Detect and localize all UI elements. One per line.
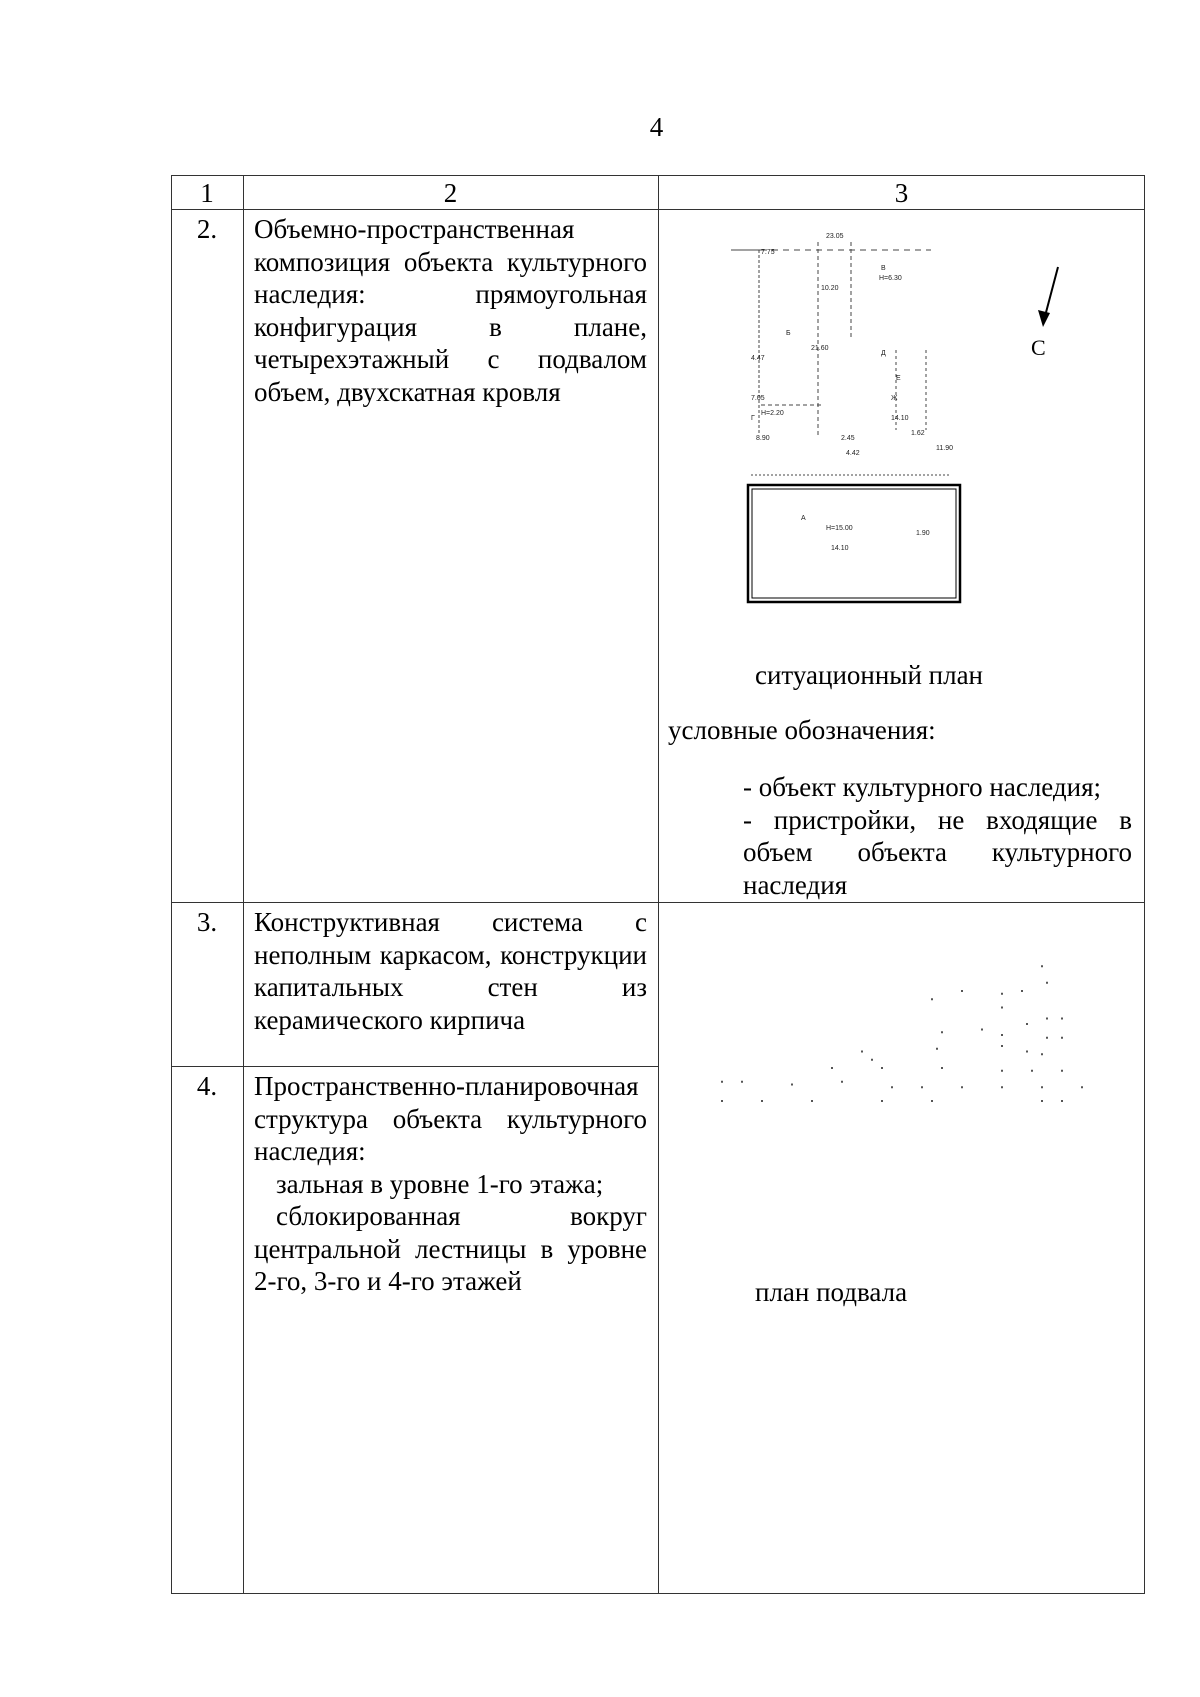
table-border-left — [171, 175, 172, 1594]
basement-plan-speck — [741, 1081, 743, 1083]
basement-plan-speck — [1001, 1007, 1003, 1009]
basement-plan-speck — [1026, 1023, 1028, 1025]
plan-dimension-label: Н=15.00 — [826, 525, 853, 532]
basement-plan-speck — [721, 1100, 723, 1102]
basement-plan-speck — [881, 1100, 883, 1102]
basement-plan-speck — [936, 1048, 938, 1050]
basement-plan-speck — [931, 998, 933, 1000]
basement-plan-speck — [941, 1031, 943, 1033]
basement-plan-speck — [931, 1100, 933, 1102]
plan-dimension-label: Н=6.30 — [879, 275, 902, 282]
basement-plan-speck — [1061, 1100, 1063, 1102]
basement-plan-speck — [831, 1067, 833, 1069]
site-plan-drawing — [731, 230, 1051, 630]
plan-dimension-label: 4.42 — [846, 450, 860, 457]
basement-plan-speck — [1031, 1070, 1033, 1072]
row-description-4-line-1: Пространственно-планировочная структура объекта культурного наследия: — [254, 1071, 647, 1166]
plan-dimension-label: 8.90 — [756, 435, 770, 442]
basement-plan-speck — [941, 1067, 943, 1069]
table-border-right — [1144, 175, 1145, 1594]
basement-plan-speck — [791, 1084, 793, 1086]
heritage-object-outline — [748, 485, 960, 602]
row-description-2 — [254, 213, 647, 408]
basement-plan-speck — [1001, 1045, 1003, 1047]
row-number-3: 3. — [196, 907, 218, 937]
table-divider-col2 — [658, 175, 659, 1594]
basement-plan-speck — [1046, 1037, 1048, 1039]
basement-plan-speck — [1021, 990, 1023, 992]
plan-dimension-label: 11.90 — [936, 445, 953, 452]
basement-plan-speck — [811, 1100, 813, 1102]
attribute-table — [171, 175, 1145, 1594]
basement-plan-speck — [1001, 1034, 1003, 1036]
plan-dimension-label: 14.10 — [891, 415, 909, 422]
plan-dimension-label: Н=2.20 — [761, 410, 784, 417]
plan-dimension-label: Д — [881, 350, 886, 357]
basement-plan-speck — [921, 1086, 923, 1088]
basement-plan-speck — [871, 1059, 873, 1061]
basement-plan-speck — [1001, 1086, 1003, 1088]
plan-dimension-label: 1.62 — [911, 430, 925, 437]
basement-plan-speck — [1001, 993, 1003, 995]
plan-dimension-label: 14.10 — [831, 545, 849, 552]
legend-item-extensions: - пристройки, не входящие в объем объекта культурного наследия — [743, 804, 1132, 900]
plan-dimension-label: Е — [896, 375, 901, 382]
row-number-4: 4. — [196, 1071, 218, 1101]
basement-plan-speck — [1061, 1037, 1063, 1039]
basement-plan-drawing — [701, 935, 1121, 1245]
north-label: С — [1031, 335, 1046, 360]
basement-plan-speck — [761, 1100, 763, 1102]
page-number: 4 — [649, 112, 664, 142]
basement-plan-speck — [1041, 1086, 1043, 1088]
plan-dimension-label: 4.47 — [751, 355, 765, 362]
row-divider-2-3 — [171, 902, 1145, 903]
row-description-4 — [254, 1070, 647, 1298]
basement-plan-speck — [1061, 1018, 1063, 1020]
basement-plan-speck — [1046, 1018, 1048, 1020]
basement-plan-speck — [1041, 1100, 1043, 1102]
basement-plan-speck — [1046, 982, 1048, 984]
header-cell-3: 3 — [894, 178, 909, 208]
row-description-3 — [254, 906, 647, 1036]
basement-plan-speck — [1041, 1053, 1043, 1055]
table-divider-col1 — [243, 175, 244, 1594]
plan-dimension-label: 1.90 — [916, 530, 930, 537]
basement-plan-speck — [1041, 965, 1043, 967]
plan-dimension-label: 7.75 — [761, 249, 775, 256]
row-description-4-line-2: зальная в уровне 1-го этажа; — [276, 1168, 604, 1199]
row-description-4-line-3: сблокированная вокруг центральной лестницы в уровне 2-го, 3-го и 4-го этажей — [254, 1201, 647, 1296]
basement-plan-speck — [721, 1081, 723, 1083]
plan-dimension-label: 10.20 — [821, 285, 839, 292]
heritage-object-inner-outline — [752, 489, 956, 598]
basement-plan-speck — [961, 990, 963, 992]
plan-dimension-label: 23.05 — [826, 233, 844, 240]
basement-plan-caption: план подвала — [755, 1277, 908, 1307]
header-cell-1: 1 — [200, 178, 214, 208]
basement-plan-speck — [1001, 1070, 1003, 1072]
basement-plan-speck — [1081, 1086, 1083, 1088]
legend-item-heritage: - объект культурного наследия; — [743, 772, 1102, 802]
basement-plan-speck — [881, 1067, 883, 1069]
table-border-bottom — [171, 1593, 1145, 1594]
plan-dimension-label: Ж — [891, 395, 898, 402]
basement-plan-speck — [1061, 1070, 1063, 1072]
basement-plan-speck — [891, 1086, 893, 1088]
row-description-3-text: Конструктивная система с неполным каркасом, конструкции капитальных стен из керамического кирпича — [254, 907, 647, 1035]
north-arrow-icon — [1026, 265, 1066, 335]
plan-dimension-label: В — [881, 265, 886, 272]
row-description-2-text: Объемно-пространственная композиция объекта культурного наследия: прямоугольная конфигурация в плане, четырехэтажный с подвалом объем, двухскатная кровля — [254, 214, 647, 407]
legend — [743, 771, 1132, 901]
basement-plan-speck — [1026, 1051, 1028, 1053]
header-cell-2: 2 — [443, 178, 458, 208]
plan-dimension-label: 21.60 — [811, 345, 829, 352]
basement-plan-speck — [961, 1086, 963, 1088]
row-number-2: 2. — [196, 214, 218, 244]
plan-dimension-label: А — [801, 515, 806, 522]
header-divider — [171, 209, 1145, 210]
plan-dimension-label: 2.45 — [841, 435, 855, 442]
plan-dimension-label: Г — [751, 415, 755, 422]
legend-title: условные обозначения: — [668, 715, 936, 745]
plan-dimension-label: Б — [786, 330, 791, 337]
basement-plan-speck — [981, 1029, 983, 1031]
row-divider-3-4 — [171, 1066, 658, 1067]
basement-plan-speck — [861, 1051, 863, 1053]
site-plan-caption: ситуационный план — [755, 660, 983, 690]
plan-dimension-label: 7.05 — [751, 395, 765, 402]
basement-plan-speck — [841, 1081, 843, 1083]
